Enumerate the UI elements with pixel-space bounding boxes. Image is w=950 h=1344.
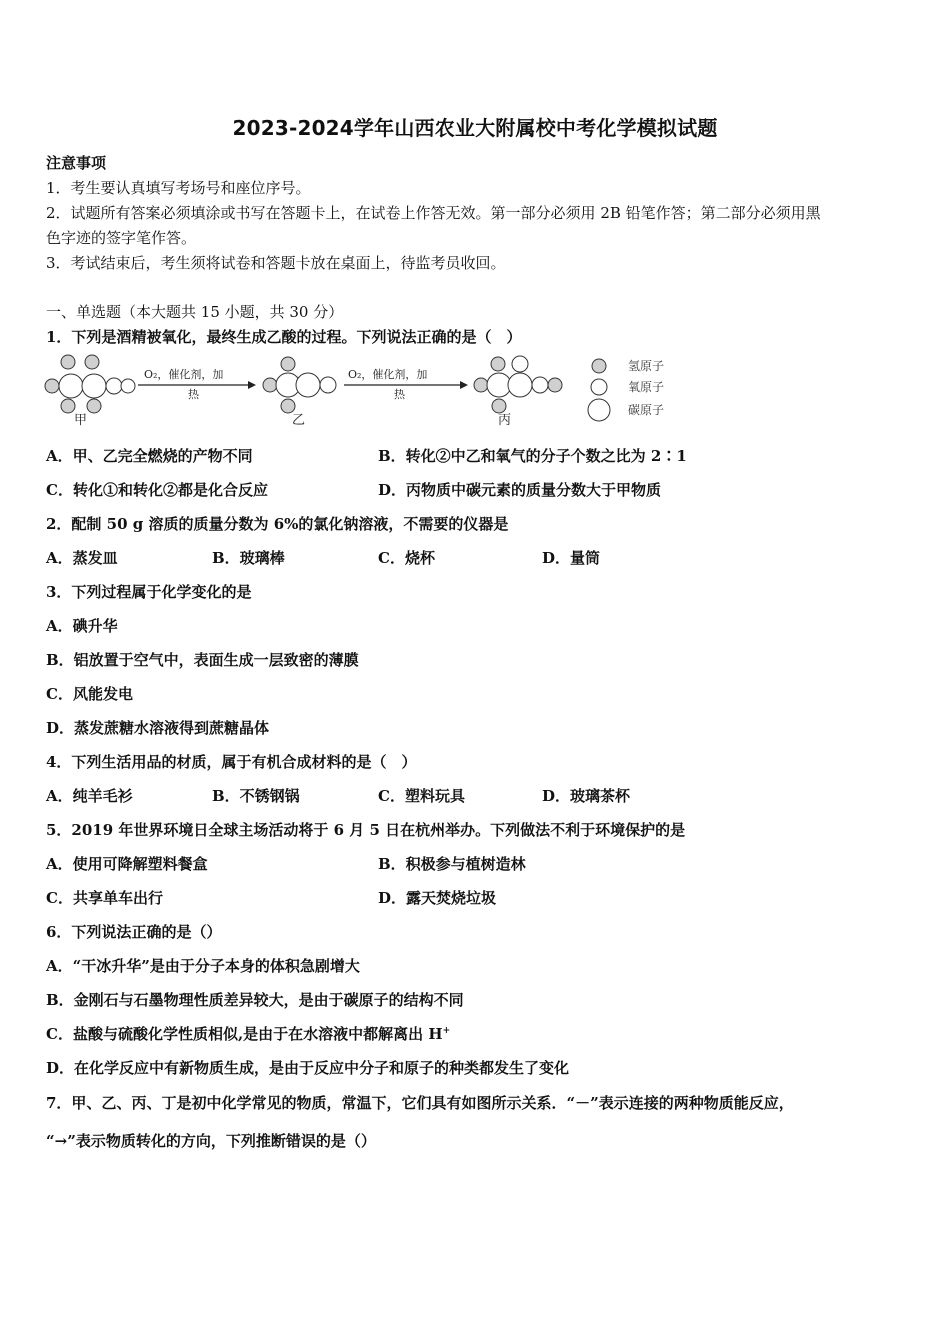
arrow2-bottom-text: 热: [394, 388, 405, 401]
page-title: 2023-2024学年山西农业大附属校中考化学模拟试题: [232, 116, 718, 140]
q6-stem: 6．下列说法正确的是（）: [46, 923, 222, 941]
q3-option-b: B．铝放置于空气中，表面生成一层致密的薄膜: [46, 651, 359, 669]
q6-option-c-text: C．盐酸与硫酸化学性质相似,是由于在水溶液中都解离出 H: [46, 1025, 443, 1043]
label-jia: 甲: [74, 413, 88, 428]
legend-hydrogen-symbol: [592, 359, 606, 373]
q4-option-d: D．玻璃茶杯: [542, 787, 631, 805]
legend-oxygen-symbol: [591, 379, 607, 395]
q6-option-b: B．金刚石与石墨物理性质差异较大，是由于碳原子的结构不同: [46, 991, 464, 1009]
q4-stem: 4．下列生活用品的材质，属于有机合成材料的是（ ）: [46, 753, 417, 771]
legend-oxygen-label: 氧原子: [628, 380, 665, 394]
notice-item-3: 3．考试结束后，考生须将试卷和答题卡放在桌面上，待监考员收回。: [46, 254, 506, 272]
q2-stem: 2．配制 50 g 溶质的质量分数为 6%的氯化钠溶液，不需要的仪器是: [46, 515, 509, 533]
q2-option-a: A．蒸发皿: [46, 549, 118, 567]
q5-stem: 5．2019 年世界环境日全球主场活动将于 6 月 5 日在杭州举办。下列做法不利于环境保护的是: [46, 821, 686, 839]
molecule-bing: [474, 356, 562, 413]
q6-option-d: D．在化学反应中有新物质生成，是由于反应中分子和原子的种类都发生了变化: [46, 1059, 570, 1077]
q3-option-d: D．蒸发蔗糖水溶液得到蔗糖晶体: [46, 719, 270, 737]
molecule-diagram: [40, 352, 680, 432]
arrow1-bottom-text: 热: [188, 388, 199, 401]
arrow2-head: [460, 381, 468, 389]
label-yi: 乙: [292, 413, 306, 428]
q2-option-c: C．烧杯: [378, 549, 435, 567]
legend-carbon-symbol: [588, 399, 610, 421]
arrow2-top-text: O₂，催化剂，加: [348, 368, 428, 381]
q5-option-d: D．露天焚烧垃圾: [378, 889, 497, 907]
q1-option-a: A．甲、乙完全燃烧的产物不同: [46, 447, 253, 465]
q5-option-b: B．积极参与植树造林: [378, 855, 526, 873]
legend: [588, 359, 610, 421]
legend-hydrogen-label: 氢原子: [628, 359, 665, 373]
q3-option-a: A．碘升华: [46, 617, 118, 635]
section-heading: 一、单选题（本大题共 15 小题，共 30 分）: [46, 303, 344, 321]
molecule-yi: [263, 357, 336, 413]
q7-stem-line2: “→”表示物质转化的方向，下列推断错误的是（）: [46, 1132, 376, 1150]
q1-option-c: C．转化①和转化②都是化合反应: [46, 481, 268, 499]
q4-option-a: A．纯羊毛衫: [46, 787, 133, 805]
arrow1-head: [248, 381, 256, 389]
q1-stem: 1．下列是酒精被氧化，最终生成乙酸的过程。下列说法正确的是（ ）: [46, 328, 522, 346]
label-bing: 丙: [498, 413, 512, 428]
q5-option-a: A．使用可降解塑料餐盒: [46, 855, 208, 873]
q6-option-a: A．“干冰升华”是由于分子本身的体积急剧增大: [46, 957, 360, 975]
q2-option-b: B．玻璃棒: [212, 549, 285, 567]
q5-option-c: C．共享单车出行: [46, 889, 163, 907]
notice-item-2-cont: 色字迹的签字笔作答。: [46, 229, 197, 247]
q2-option-d: D．量筒: [542, 549, 601, 567]
q3-option-c: C．风能发电: [46, 685, 133, 703]
notice-heading: 注意事项: [46, 154, 107, 172]
q6-option-c-superscript: +: [442, 1026, 451, 1036]
q1-option-b: B．转化②中乙和氧气的分子个数之比为 2∶1: [378, 447, 687, 465]
notice-item-2: 2．试题所有答案必须填涂或书写在答题卡上，在试卷上作答无效。第一部分必须用 2B 铅笔作答；第二部分必须用黑: [46, 204, 821, 222]
notice-item-1: 1．考生要认真填写考场号和座位序号。: [46, 179, 311, 197]
molecule-jia: [45, 355, 135, 413]
arrow1-top-text: O₂，催化剂，加: [144, 368, 224, 381]
q1-option-d: D．丙物质中碳元素的质量分数大于甲物质: [378, 481, 662, 499]
q4-option-b: B．不锈钢锅: [212, 787, 300, 805]
q3-stem: 3．下列过程属于化学变化的是: [46, 583, 252, 601]
legend-carbon-label: 碳原子: [628, 403, 665, 417]
q7-stem-line1: 7．甲、乙、丙、丁是初中化学常见的物质，常温下，它们具有如图所示关系．“－”表示连接的两种物质能反应，: [46, 1094, 794, 1112]
q6-option-c: [46, 1023, 450, 1044]
q4-option-c: C．塑料玩具: [378, 787, 465, 805]
